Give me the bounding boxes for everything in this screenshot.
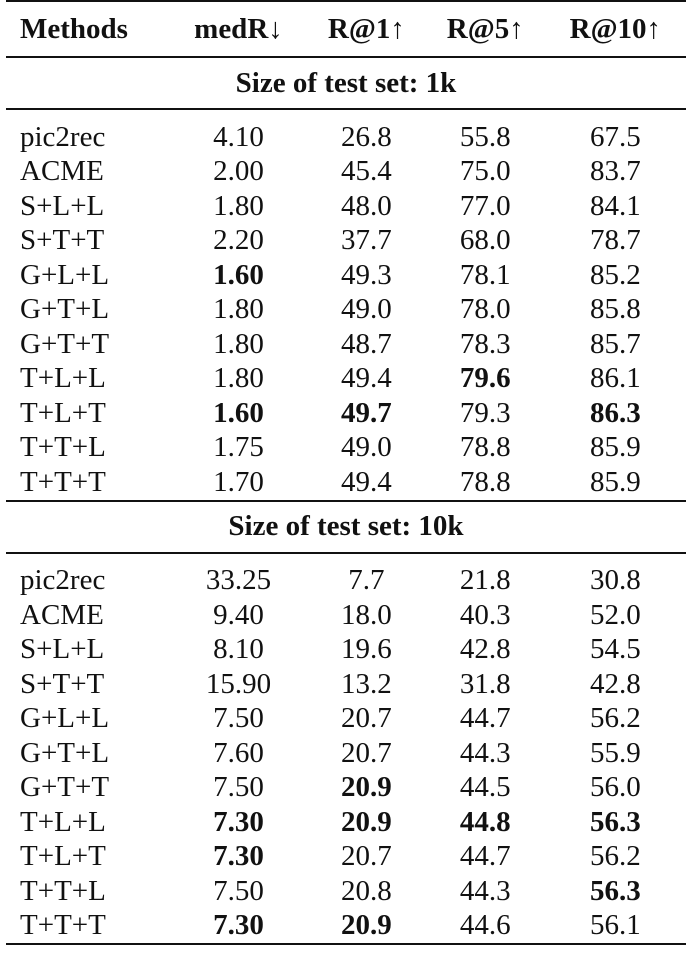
- r10-cell: 85.9: [589, 465, 641, 498]
- r5-cell: 44.7: [459, 702, 511, 735]
- table-row: [6, 840, 686, 875]
- table-row: [6, 258, 686, 293]
- r5-cell: 79.6: [459, 362, 511, 395]
- r5-cell: 21.8: [459, 564, 511, 597]
- r5-cell: 77.0: [459, 189, 511, 222]
- section-title: Size of test set: 10k: [6, 501, 686, 553]
- medR-cell: 4.10: [213, 120, 264, 153]
- medR-cell: 2.20: [213, 224, 264, 257]
- method-cell: G+T+T: [20, 771, 110, 804]
- col-medr: medR↓: [170, 1, 307, 57]
- table-row: [6, 874, 686, 909]
- table-row: [6, 633, 686, 668]
- table-row: [6, 598, 686, 633]
- table-row: [6, 431, 686, 466]
- r10-cell: 85.7: [589, 327, 641, 360]
- col-r5: R@5↑: [426, 1, 545, 57]
- r1-cell: 49.4: [341, 362, 392, 395]
- r10-cell: 56.0: [589, 771, 641, 804]
- method-cell: T+L+L: [20, 805, 106, 838]
- method-cell: T+L+T: [20, 396, 106, 429]
- method-cell: T+T+T: [20, 465, 106, 498]
- r10-cell: 54.5: [589, 633, 641, 666]
- r10-cell: 56.3: [589, 805, 641, 838]
- medR-cell: 15.90: [205, 667, 272, 700]
- spacer-cell: [6, 553, 686, 564]
- table-row: [6, 805, 686, 840]
- table-row: [6, 702, 686, 737]
- r10-cell: 42.8: [589, 667, 641, 700]
- r10-cell: 67.5: [589, 120, 641, 153]
- r1-cell: 18.0: [341, 598, 392, 631]
- method-cell: S+T+T: [20, 667, 105, 700]
- medR-cell: 9.40: [213, 598, 264, 631]
- r10-cell: 84.1: [589, 189, 641, 222]
- r10-cell: 52.0: [589, 598, 641, 631]
- method-cell: ACME: [20, 155, 104, 188]
- r1-cell: 26.8: [341, 120, 392, 153]
- method-cell: S+T+T: [20, 224, 105, 257]
- r1-cell: 48.0: [341, 189, 392, 222]
- r5-cell: 44.6: [426, 909, 545, 945]
- medR-cell: 7.60: [213, 736, 264, 769]
- r5-cell: 78.3: [459, 327, 511, 360]
- r5-cell: 75.0: [459, 155, 511, 188]
- r1-cell: 37.7: [341, 224, 392, 257]
- r1-cell: 49.0: [341, 431, 392, 464]
- table-row: [6, 396, 686, 431]
- r10-cell: 56.1: [545, 909, 686, 945]
- method-cell: pic2rec: [20, 120, 106, 153]
- results-table: [6, 0, 686, 945]
- r5-cell: 31.8: [459, 667, 511, 700]
- r5-cell: 44.7: [459, 840, 511, 873]
- method-cell: G+T+L: [20, 736, 110, 769]
- method-cell: T+L+L: [20, 362, 106, 395]
- r1-cell: 45.4: [341, 155, 392, 188]
- method-cell: T+L+T: [20, 840, 106, 873]
- medR-cell: 1.80: [213, 327, 264, 360]
- r10-cell: 83.7: [589, 155, 641, 188]
- r5-cell: 44.3: [459, 874, 511, 907]
- r1-cell: 49.7: [341, 396, 392, 429]
- r1-cell: 20.8: [341, 874, 392, 907]
- table-row: [6, 909, 686, 945]
- col-methods: Methods: [6, 1, 170, 57]
- r1-cell: 20.7: [341, 702, 392, 735]
- medR-cell: 1.70: [213, 465, 264, 498]
- medR-cell: 33.25: [205, 564, 272, 597]
- r10-cell: 56.2: [589, 702, 641, 735]
- r10-cell: 55.9: [589, 736, 641, 769]
- method-cell: G+T+T: [20, 327, 110, 360]
- r5-cell: 44.5: [459, 771, 511, 804]
- col-r1: R@1↑: [307, 1, 426, 57]
- medR-cell: 7.50: [213, 702, 264, 735]
- medR-cell: 1.75: [213, 431, 264, 464]
- r10-cell: 86.3: [589, 396, 641, 429]
- table-row: [6, 327, 686, 362]
- section-title: Size of test set: 1k: [6, 57, 686, 109]
- r1-cell: 49.0: [341, 293, 392, 326]
- medR-cell: 2.00: [213, 155, 264, 188]
- r1-cell: 20.9: [307, 909, 426, 945]
- col-r10: R@10↑: [545, 1, 686, 57]
- r10-cell: 85.8: [589, 293, 641, 326]
- medR-cell: 7.30: [213, 840, 264, 873]
- r10-cell: 78.7: [589, 224, 641, 257]
- method-cell: G+L+L: [20, 258, 110, 291]
- r5-cell: 55.8: [459, 120, 511, 153]
- medR-cell: 7.50: [213, 874, 264, 907]
- table-row: [6, 667, 686, 702]
- r5-cell: 42.8: [459, 633, 511, 666]
- r5-cell: 40.3: [459, 598, 511, 631]
- medR-cell: 1.80: [213, 293, 264, 326]
- r5-cell: 79.3: [459, 396, 511, 429]
- r1-cell: 20.9: [341, 771, 392, 804]
- r5-cell: 78.0: [459, 293, 511, 326]
- section-header: [6, 501, 686, 553]
- medR-cell: 1.80: [213, 362, 264, 395]
- method-cell: S+L+L: [20, 189, 105, 222]
- medR-cell: 7.30: [170, 909, 307, 945]
- method-cell: S+L+L: [20, 633, 105, 666]
- table-row: [6, 155, 686, 190]
- medR-cell: 1.80: [213, 189, 264, 222]
- method-cell: T+T+T: [6, 909, 170, 945]
- header-row: [6, 1, 686, 57]
- spacer-row: [6, 109, 686, 120]
- r5-cell: 78.8: [459, 431, 511, 464]
- r1-cell: 7.7: [348, 564, 385, 597]
- r1-cell: 20.7: [341, 840, 392, 873]
- r10-cell: 85.2: [589, 258, 641, 291]
- table-row: [6, 120, 686, 155]
- r5-cell: 44.8: [459, 805, 511, 838]
- r1-cell: 13.2: [341, 667, 392, 700]
- spacer-row: [6, 553, 686, 564]
- r1-cell: 20.7: [341, 736, 392, 769]
- spacer-cell: [6, 109, 686, 120]
- method-cell: T+T+L: [20, 431, 106, 464]
- table-row: [6, 465, 686, 501]
- table-body: [6, 57, 686, 944]
- r5-cell: 68.0: [459, 224, 511, 257]
- table-row: [6, 736, 686, 771]
- section-header: [6, 57, 686, 109]
- table-row: [6, 293, 686, 328]
- medR-cell: 1.60: [213, 258, 264, 291]
- r5-cell: 78.8: [459, 465, 511, 498]
- method-cell: G+T+L: [20, 293, 110, 326]
- medR-cell: 8.10: [213, 633, 264, 666]
- r10-cell: 56.3: [589, 874, 641, 907]
- medR-cell: 7.30: [213, 805, 264, 838]
- table-row: [6, 224, 686, 259]
- r1-cell: 49.4: [341, 465, 392, 498]
- table-row: [6, 189, 686, 224]
- method-cell: T+T+L: [20, 874, 106, 907]
- r10-cell: 85.9: [589, 431, 641, 464]
- r1-cell: 48.7: [341, 327, 392, 360]
- r1-cell: 49.3: [341, 258, 392, 291]
- r10-cell: 86.1: [589, 362, 641, 395]
- medR-cell: 7.50: [213, 771, 264, 804]
- method-cell: pic2rec: [20, 564, 106, 597]
- r5-cell: 78.1: [459, 258, 511, 291]
- r10-cell: 30.8: [589, 564, 641, 597]
- r1-cell: 19.6: [341, 633, 392, 666]
- method-cell: ACME: [20, 598, 104, 631]
- method-cell: G+L+L: [20, 702, 110, 735]
- table-row: [6, 362, 686, 397]
- r1-cell: 20.9: [341, 805, 392, 838]
- r5-cell: 44.3: [459, 736, 511, 769]
- table-row: [6, 564, 686, 599]
- r10-cell: 56.2: [589, 840, 641, 873]
- table-row: [6, 771, 686, 806]
- medR-cell: 1.60: [213, 396, 264, 429]
